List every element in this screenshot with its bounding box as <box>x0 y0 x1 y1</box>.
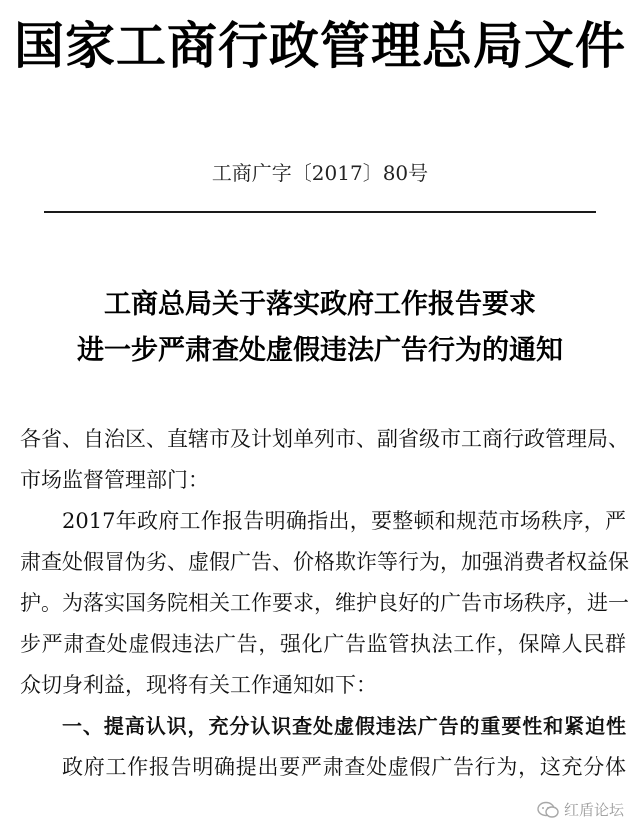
header-divider <box>44 211 596 213</box>
paragraph-line-3: 护。为落实国务院相关工作要求，维护良好的广告市场秩序，进一 <box>20 591 629 615</box>
notice-title-line-1: 工商总局关于落实政府工作报告要求 <box>104 289 536 320</box>
section-1-text: 政府工作报告明确提出要严肃查处虚假广告行为，这充分体 <box>62 755 626 779</box>
document-header-title: 国家工商行政管理总局文件 <box>14 17 626 75</box>
notice-title <box>0 282 640 374</box>
addressee-line-2: 市场监督管理部门： <box>20 468 209 492</box>
paragraph-line-4: 步严肃查处虚假违法广告，强化广告监管执法工作，保障人民群 <box>20 632 626 656</box>
chat-bubble-icon <box>537 801 559 819</box>
notice-title-line-2: 进一步严肃查处虚假违法广告行为的通知 <box>77 335 563 366</box>
paragraph-line-2: 肃查处假冒伪劣、虚假广告、价格欺诈等行为，加强消费者权益保 <box>20 550 629 574</box>
document-number: 工商广字〔2017〕80号 <box>211 161 429 185</box>
watermark <box>537 799 624 820</box>
watermark-text: 红盾论坛 <box>563 801 624 819</box>
addressee-line-1: 各省、自治区、直辖市及计划单列市、副省级市工商行政管理局、 <box>20 427 629 451</box>
paragraph-line-1: 2017年政府工作报告明确指出，要整顿和规范市场秩序，严 <box>62 509 626 533</box>
section-1-heading: 一、提高认识，充分认识查处虚假违法广告的重要性和紧迫性 <box>62 714 626 738</box>
paragraph-line-5: 众切身利益，现将有关工作通知如下： <box>20 673 377 697</box>
